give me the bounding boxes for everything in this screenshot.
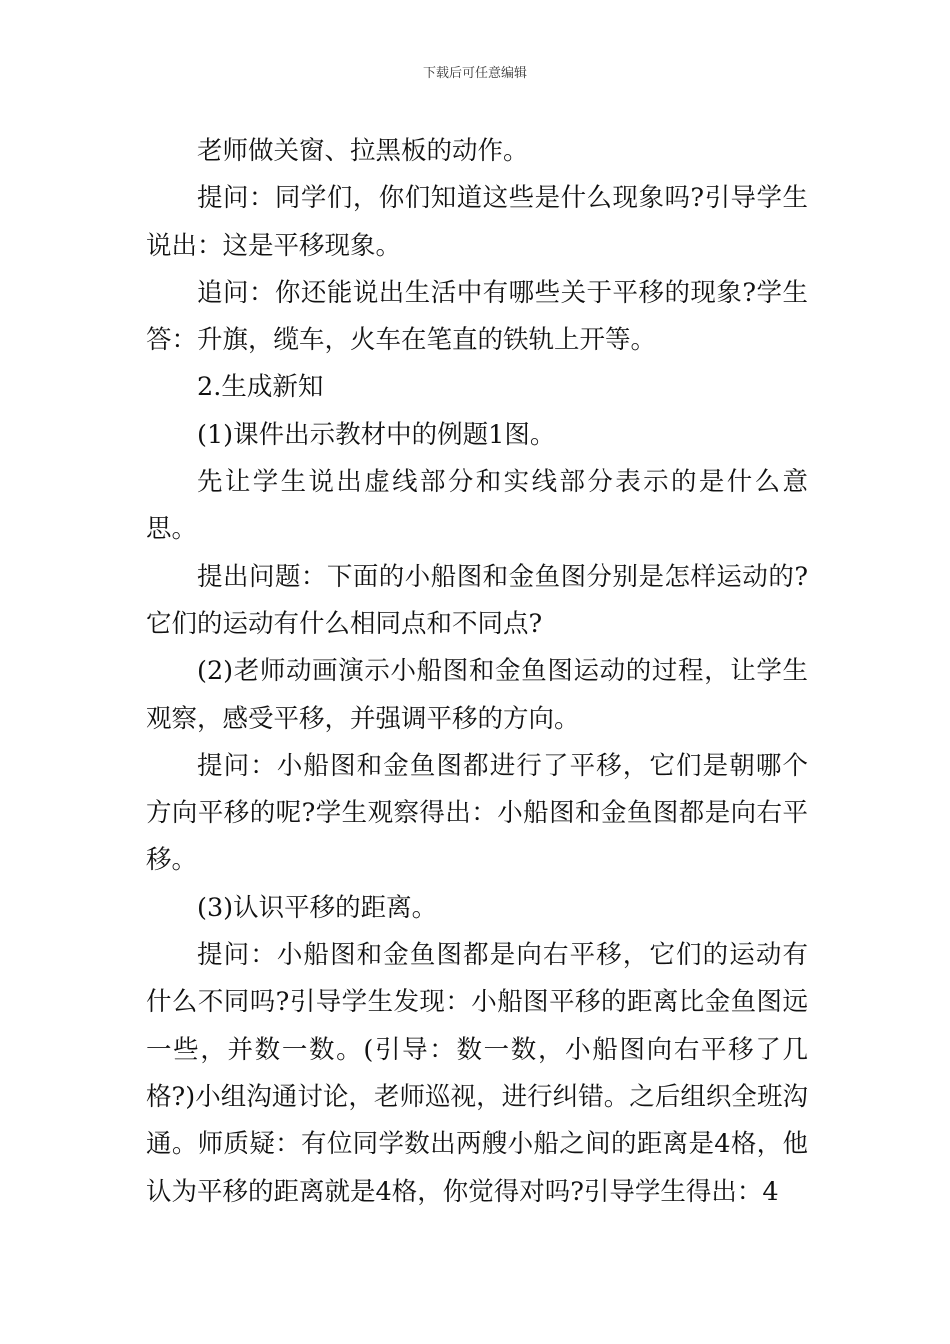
paragraph-question: 提问：同学们，你们知道这些是什么现象吗?引导学生说出：这是平移现象。 (146, 183, 808, 261)
paragraph-step-3: (3)认识平移的距离。 (197, 892, 438, 923)
paragraph-step-2: (2)老师动画演示小船图和金鱼图运动的过程，让学生观察，感受平移，并强调平移的方向。 (146, 656, 808, 734)
paragraph-distance-question: 提问：小船图和金鱼图都是向右平移，它们的运动有什么不同吗?引导学生发现：小船图平移的距离比金鱼图远一些，并数一数。(引导：数一数，小船图向右平移了几格?)小组沟通讨论，老师巡视，进行纠错。之后组织全班沟通。师质疑：有位同学数出两艘小船之间的距离是4格，他认为平移的距离就是4格，你觉得对吗?引导学生得出：4 (146, 940, 808, 1207)
paragraph-dashed-solid: 先让学生说出虚线部分和实线部分表示的是什么意思。 (146, 467, 808, 545)
document-body (146, 128, 808, 1216)
paragraph-raise-question: 提出问题：下面的小船图和金鱼图分别是怎样运动的?它们的运动有什么相同点和不同点? (146, 561, 808, 639)
section-heading-new-knowledge: 2.生成新知 (197, 372, 324, 403)
paragraph-step-1: (1)课件出示教材中的例题1图。 (197, 419, 556, 450)
paragraph-action: 老师做关窗、拉黑板的动作。 (197, 136, 529, 166)
paragraph-direction-question: 提问：小船图和金鱼图都进行了平移，它们是朝哪个方向平移的呢?学生观察得出：小船图和金鱼图都是向右平移。 (146, 750, 808, 876)
paragraph-follow-up: 追问：你还能说出生活中有哪些关于平移的现象?学生答：升旗，缆车，火车在笔直的铁轨上开等。 (146, 277, 808, 356)
page-header: 下载后可任意编辑 (422, 66, 527, 81)
